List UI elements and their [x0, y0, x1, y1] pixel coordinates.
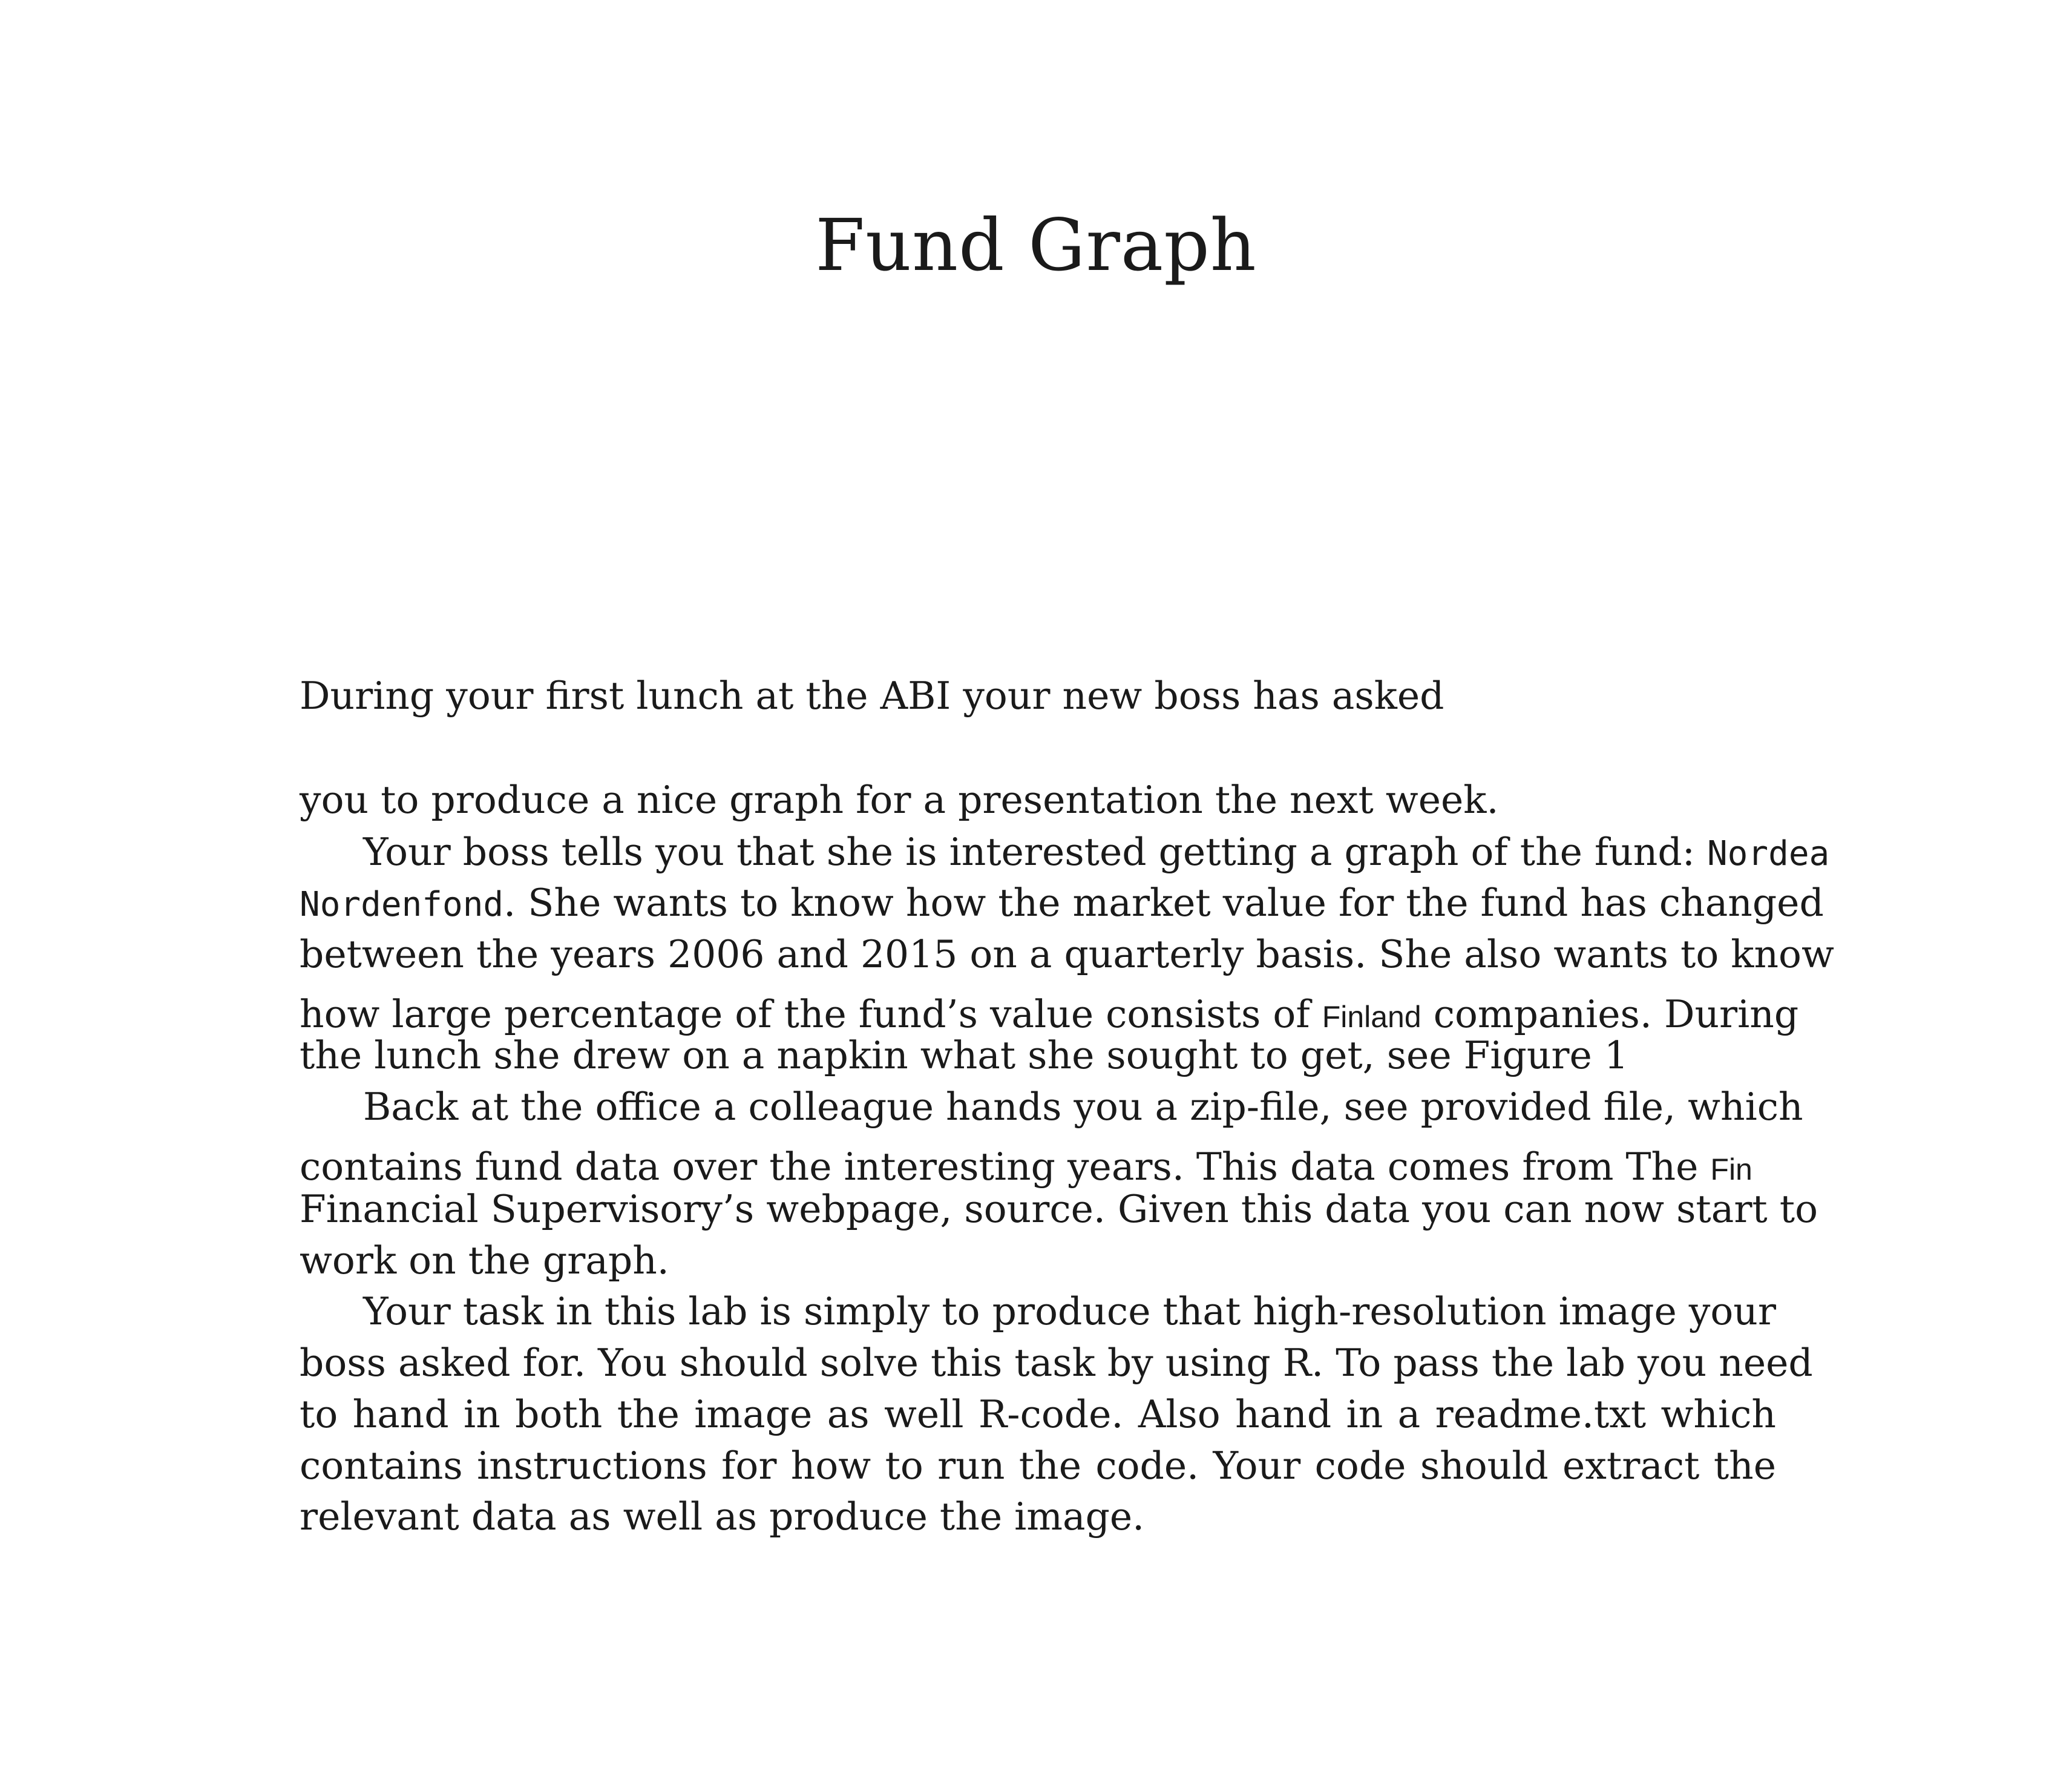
paragraph-3-line-3: Financial Supervisory’s webpage, source. Given this data you can now start to: [300, 1187, 1818, 1231]
paragraph-4-line-4: contains instructions for how to run the code. Your code should extract the: [300, 1444, 1776, 1488]
paragraph-2-line-2-text: . She wants to know how the market value for the fund has changed: [503, 881, 1824, 925]
paragraph-3-line-4: work on the graph.: [300, 1238, 669, 1283]
fund-name-code-2: Nordenfond: [300, 885, 504, 924]
paragraph-4-line-1: Your task in this lab is simply to produce that high-resolution image your: [363, 1289, 1776, 1333]
paragraph-1-line-1: During your first lunch at the ABI your new boss has asked: [300, 674, 1444, 718]
paragraph-3-line-1: Back at the office a colleague hands you a zip-file, see provided file, which: [363, 1085, 1803, 1129]
country-label: Finland: [1322, 1000, 1421, 1034]
paragraph-2-line-1-text: Your boss tells you that she is interested getting a graph of the fund:: [363, 830, 1707, 874]
paragraph-2-line-4-post: companies. During: [1421, 992, 1799, 1036]
paragraph-3-line-2-pre: contains fund data over the interesting years. This data comes from The: [300, 1145, 1711, 1189]
paragraph-2-line-5: the lunch she drew on a napkin what she sought to get, see Figure 1: [300, 1033, 1628, 1077]
source-abbrev-label: Fin: [1710, 1152, 1752, 1186]
paragraph-4-line-3: to hand in both the image as well R-code. Also hand in a readme.txt which: [300, 1392, 1776, 1436]
paragraph-2-line-4-pre: how large percentage of the fund’s value consists of: [300, 992, 1322, 1036]
paragraph-2-line-3: between the years 2006 and 2015 on a quarterly basis. She also wants to know: [300, 932, 1834, 976]
page-title: Fund Graph: [815, 203, 1257, 287]
paragraph-1-line-2: you to produce a nice graph for a presentation the next week.: [300, 778, 1499, 822]
paragraph-4-line-2: boss asked for. You should solve this task by using R. To pass the lab you need: [300, 1341, 1813, 1385]
paragraph-2-line-2: [300, 879, 1824, 929]
paragraph-4-line-5: relevant data as well as produce the image.: [300, 1494, 1145, 1539]
paragraph-2-line-1: [300, 828, 1830, 878]
fund-name-code: Nordea: [1706, 834, 1830, 873]
